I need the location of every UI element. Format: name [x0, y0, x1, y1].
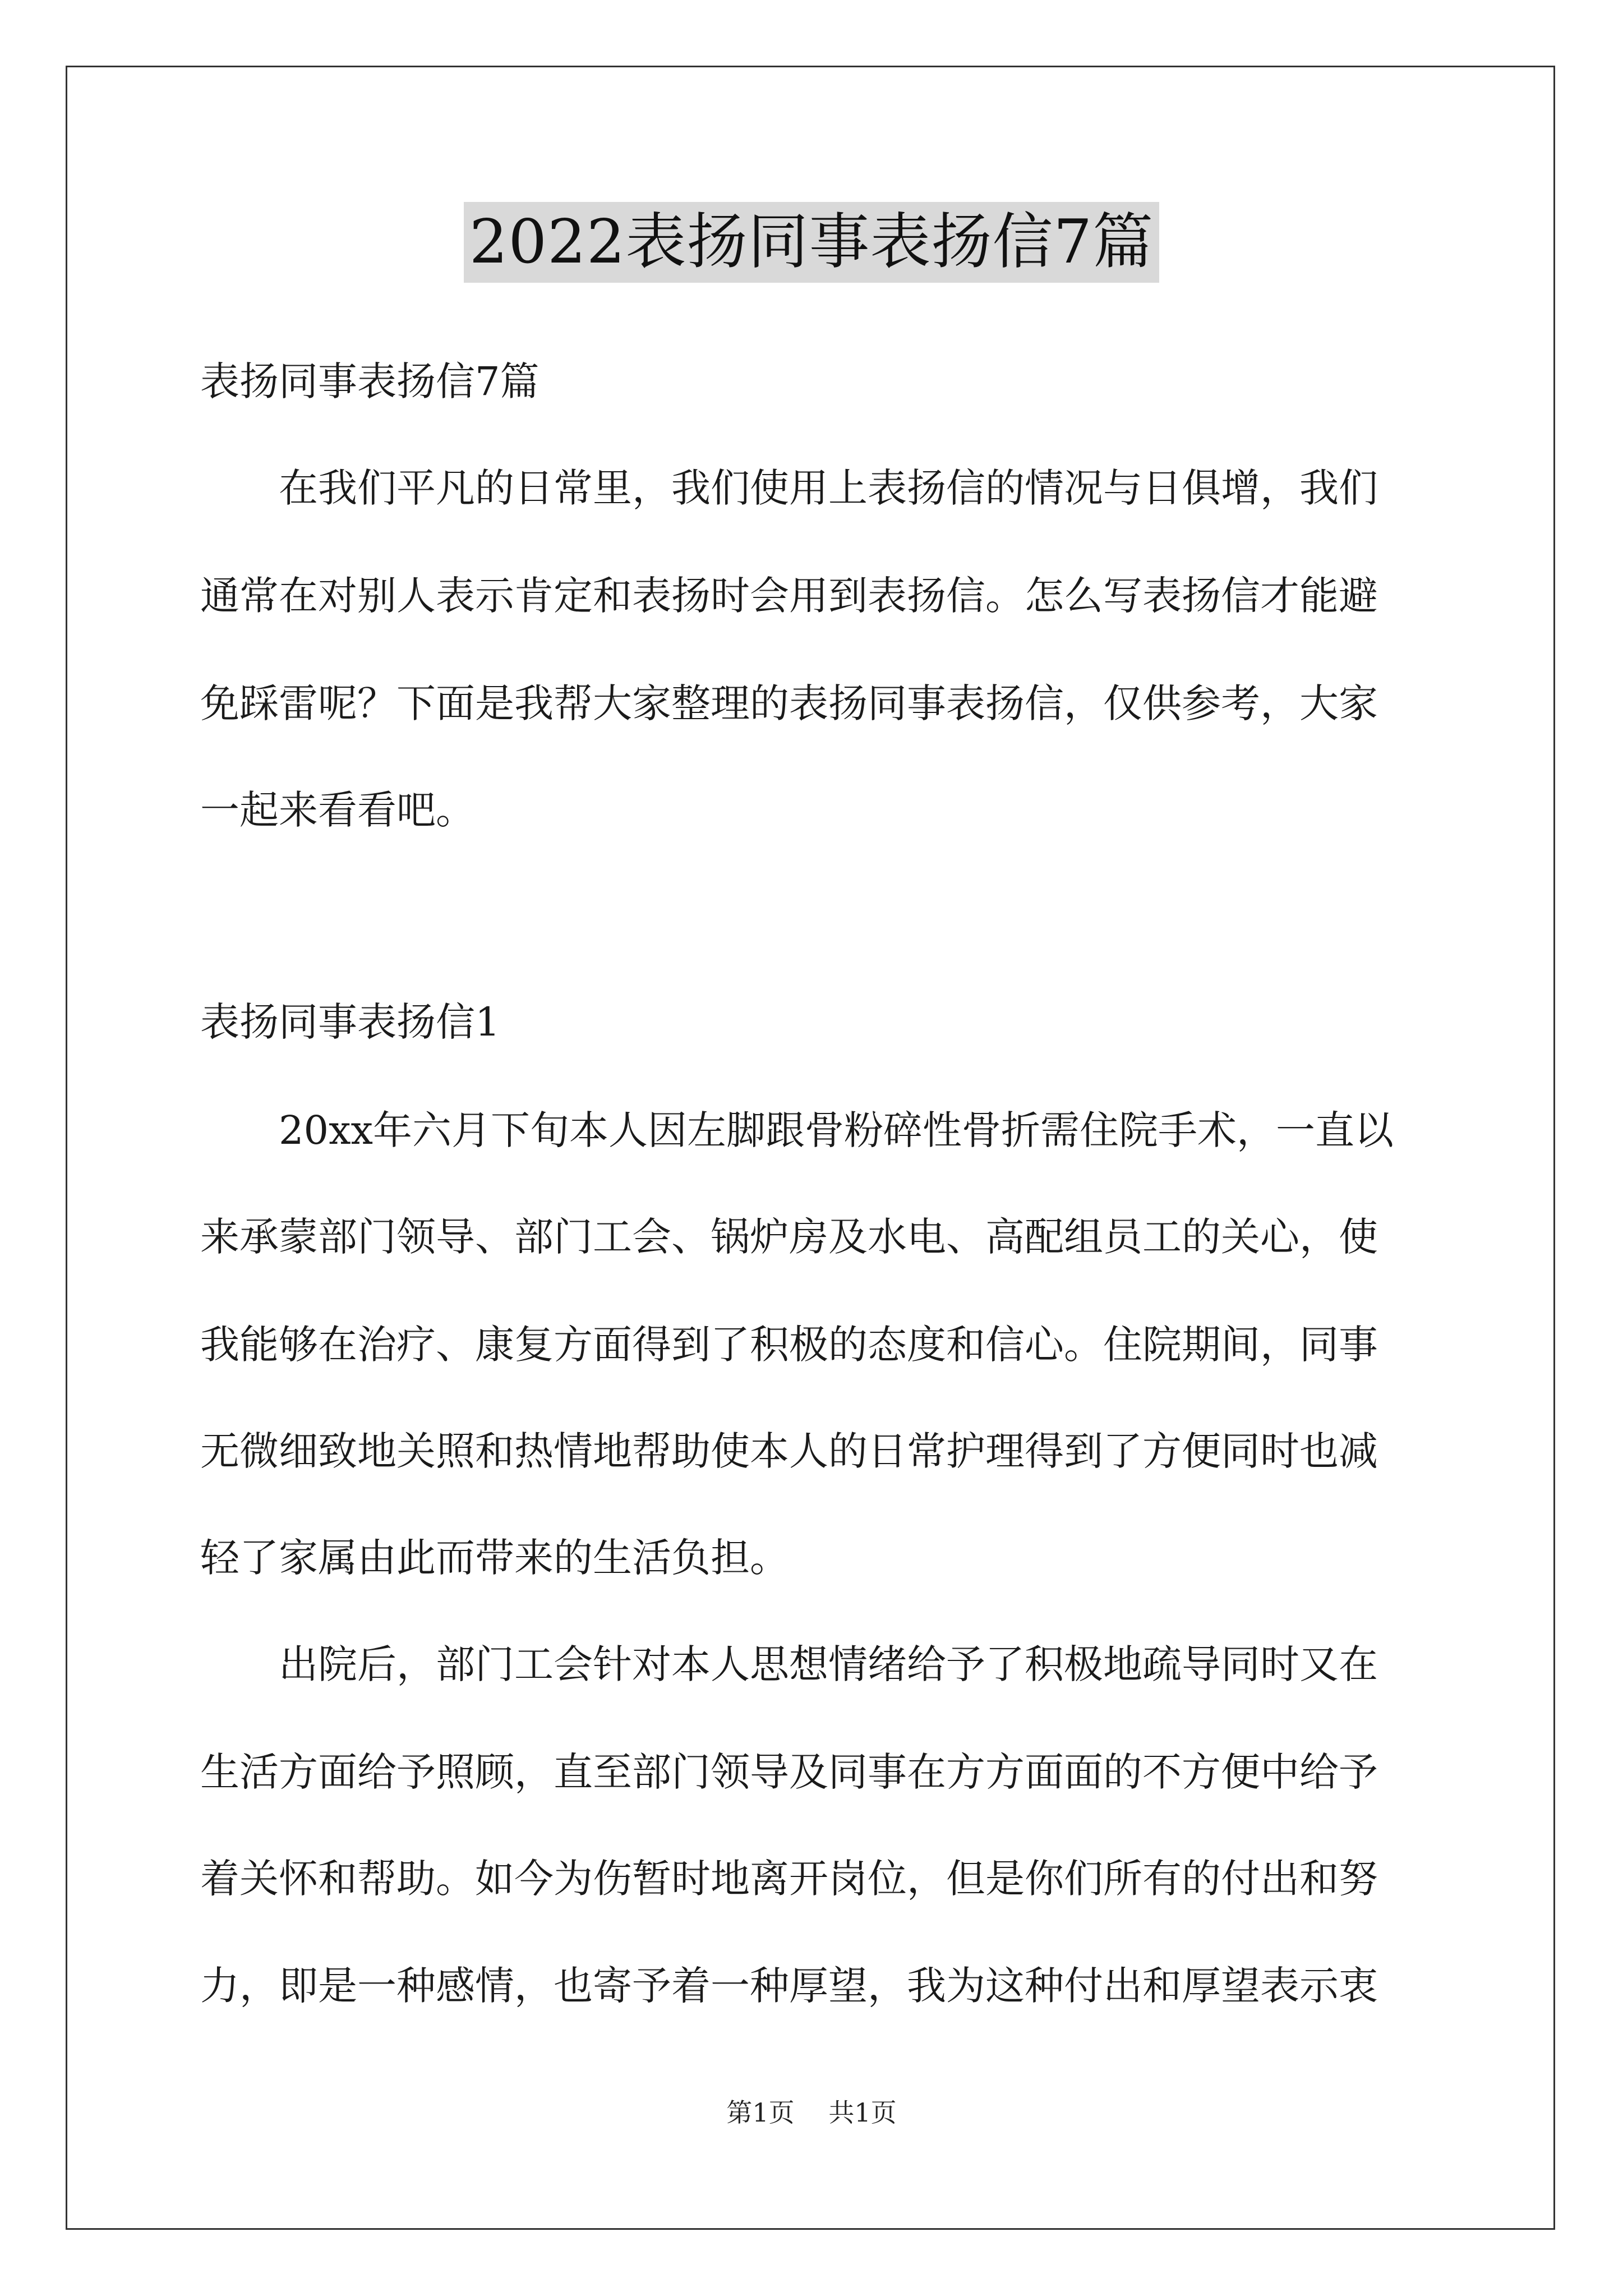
title-container — [0, 202, 1623, 283]
paragraph-line: 出院后，部门工会针对本人思想情绪给予了积极地疏导同时又在 — [279, 1641, 1378, 1687]
paragraph-line: 20xx年六月下旬本人因左脚跟骨粉碎性骨折需住院手术，一直以 — [279, 1107, 1394, 1153]
document-title: 2022表扬同事表扬信7篇 — [464, 202, 1160, 283]
intro-line: 通常在对别人表示肯定和表扬时会用到表扬信。怎么写表扬信才能避 — [200, 573, 1378, 619]
section-heading: 表扬同事表扬信1 — [200, 999, 500, 1045]
paragraph-line: 着关怀和帮助。如今为伤暂时地离开岗位，但是你们所有的付出和努 — [200, 1856, 1378, 1902]
intro-line: 免踩雷呢？下面是我帮大家整理的表扬同事表扬信，仅供参考，大家 — [200, 680, 1378, 726]
page-total: 共1页 — [828, 2097, 897, 2128]
paragraph-line: 来承蒙部门领导、部门工会、锅炉房及水电、高配组员工的关心，使 — [200, 1214, 1378, 1260]
paragraph-line: 我能够在治疗、康复方面得到了积极的态度和信心。住院期间，同事 — [200, 1322, 1378, 1368]
intro-line: 一起来看看吧。 — [200, 787, 475, 833]
paragraph-line: 无微细致地关照和热情地帮助使本人的日常护理得到了方便同时也减 — [200, 1428, 1378, 1474]
intro-line: 在我们平凡的日常里，我们使用上表扬信的情况与日俱增，我们 — [279, 465, 1378, 511]
page-number: 第1页 — [726, 2097, 795, 2128]
paragraph-line: 轻了家属由此而带来的生活负担。 — [200, 1535, 789, 1581]
paragraph-line: 力，即是一种感情，也寄予着一种厚望，我为这种付出和厚望表示衷 — [200, 1963, 1378, 2009]
page-footer — [0, 2097, 1623, 2128]
paragraph-line: 生活方面给予照顾，直至部门领导及同事在方方面面的不方便中给予 — [200, 1749, 1378, 1795]
subtitle: 表扬同事表扬信7篇 — [200, 358, 540, 404]
